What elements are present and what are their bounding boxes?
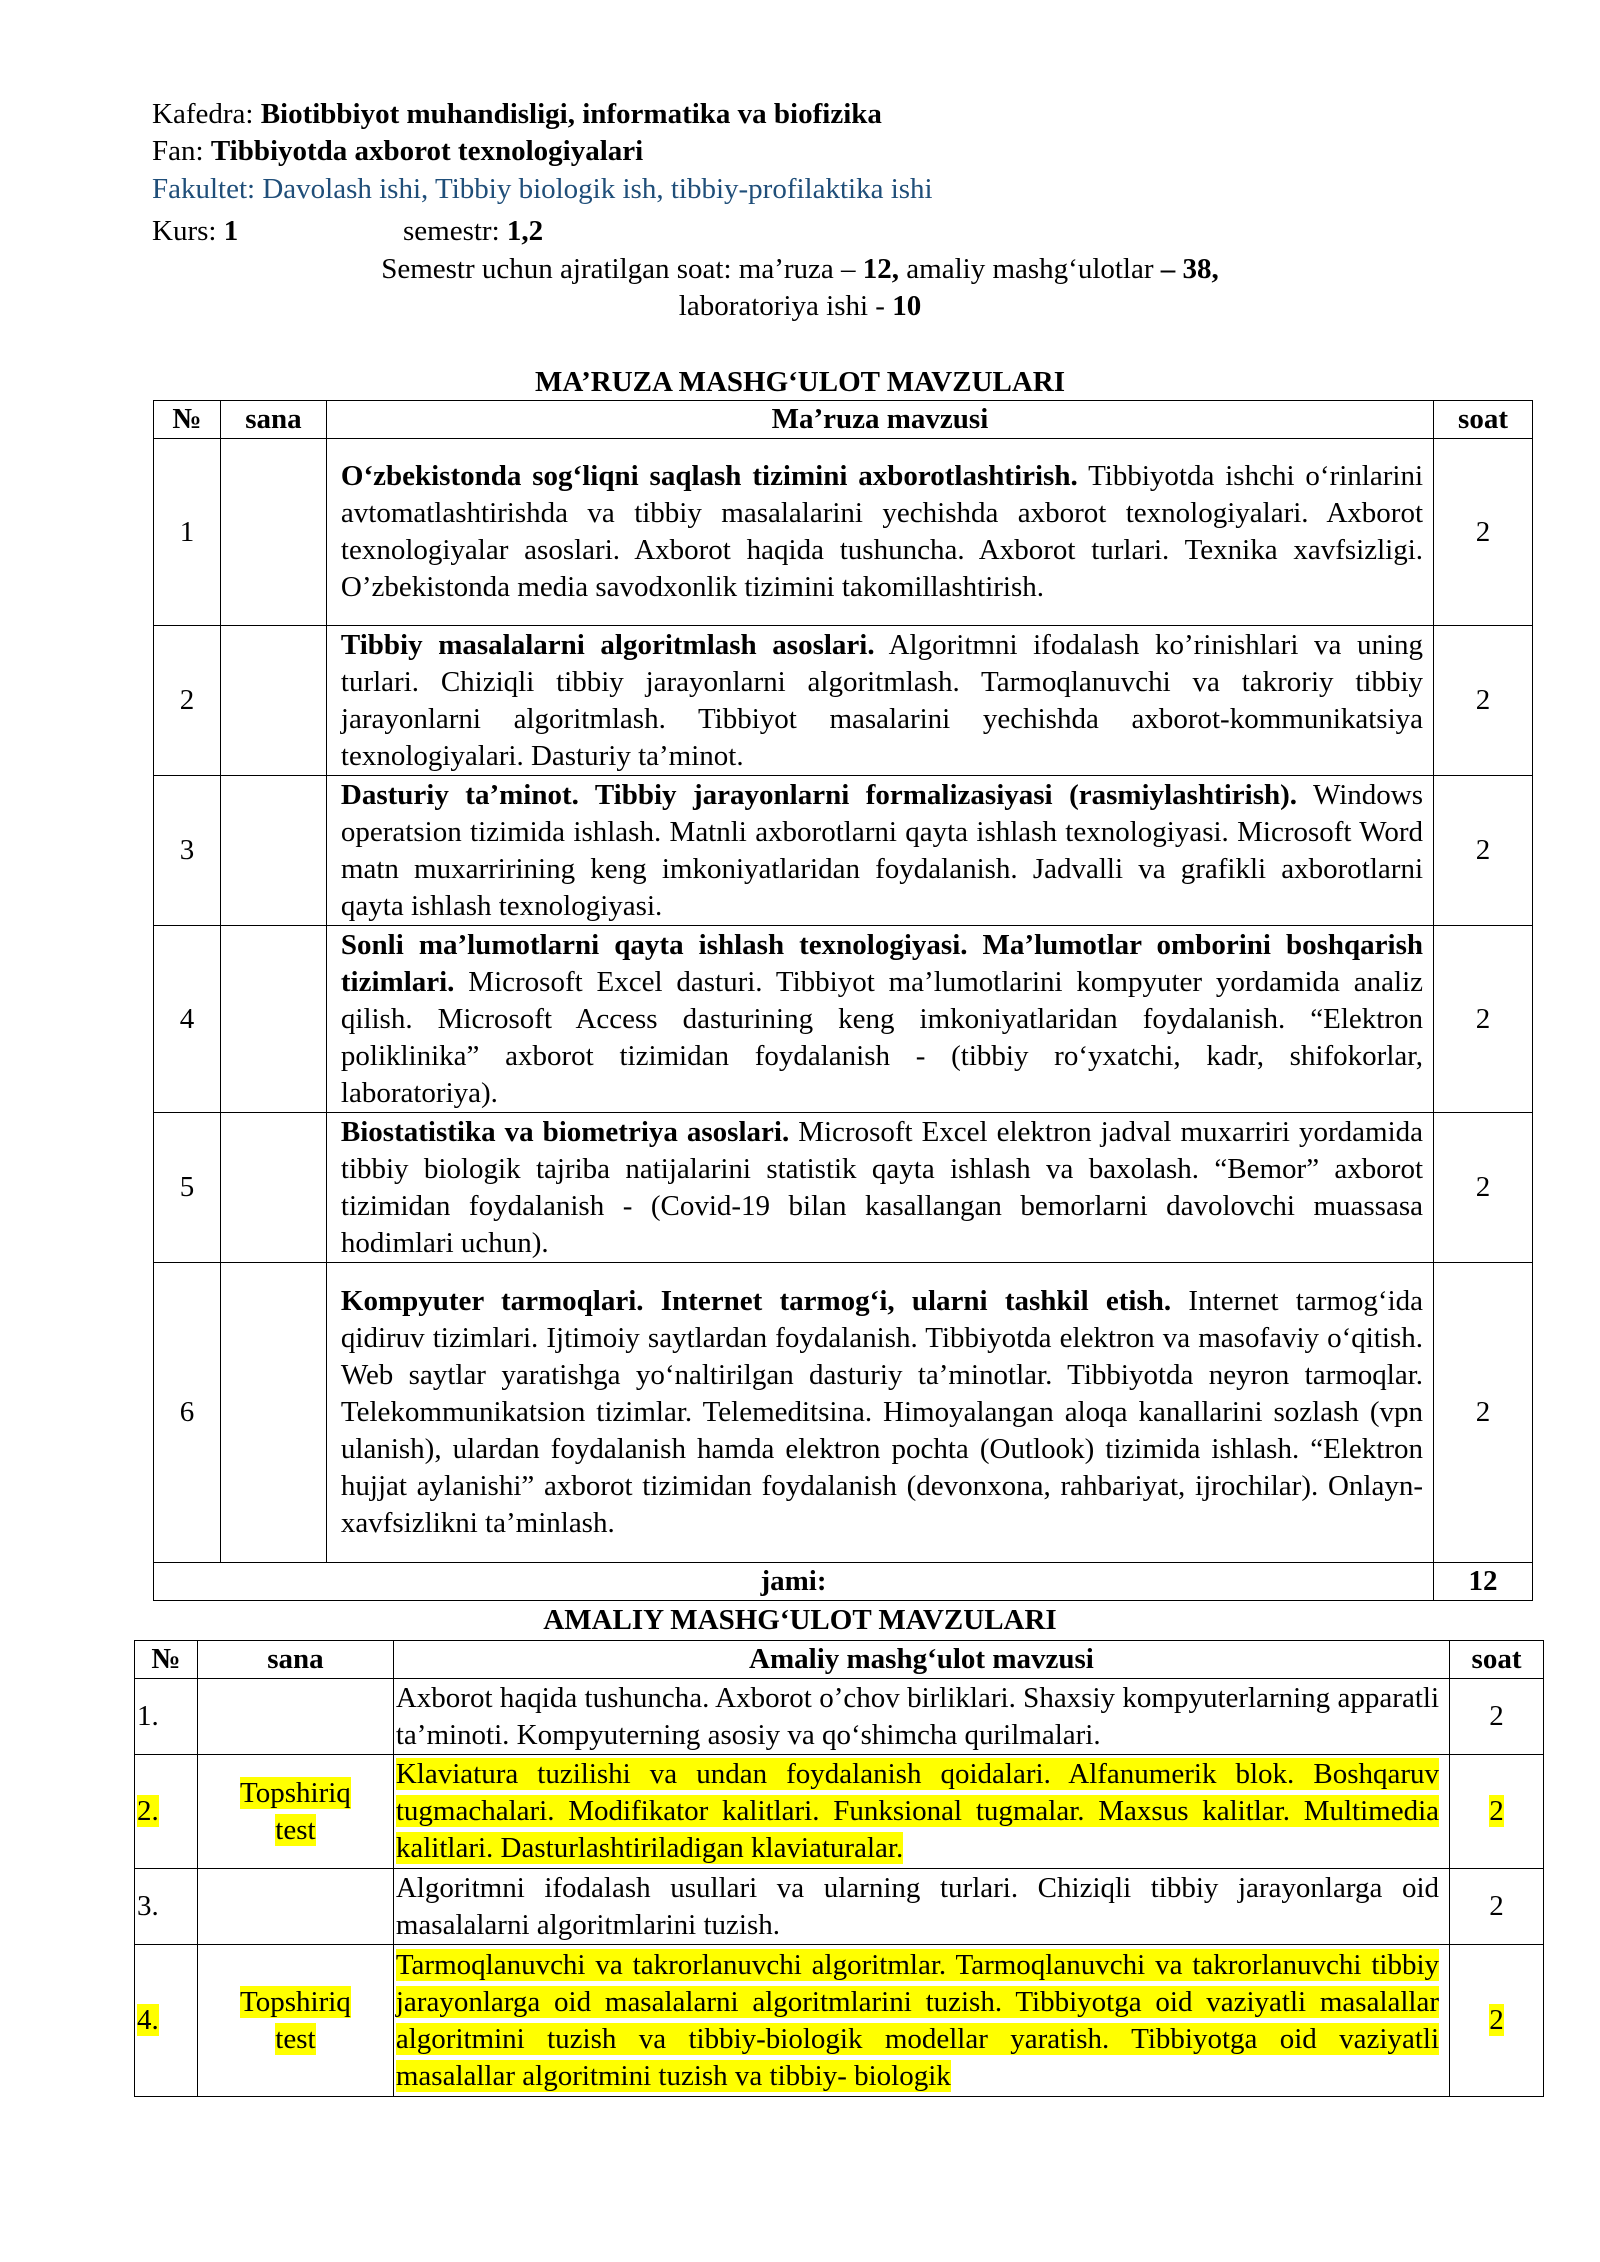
row-date: [197, 1755, 393, 1869]
row-hours: 2: [1450, 1869, 1544, 1945]
row-hours: 2: [1434, 926, 1533, 1113]
row-topic: [326, 1263, 1433, 1563]
row-number: 5: [154, 1113, 221, 1263]
topic-text: Microsoft Excel elektron jadval muxarriri yordamida tibbiy biologik tajriba natijalarini statistik qayta ishlash va baxolash. “Bemor” axborot tizimidan foydalanish - (Covid-19 bilan kasallangan bemorlarni davolovchi muassasa hodimlari uchun).: [340, 1115, 1424, 1259]
date-task-label: Topshiriq: [240, 1985, 351, 2018]
table-row: [135, 1869, 1544, 1945]
col-date-header: sana: [220, 401, 326, 439]
row-number: 2: [154, 626, 221, 776]
fan-label: Fan:: [152, 135, 211, 167]
practicals-title: AMALIY MASHG‘ULOT MAVZULARI: [543, 1604, 1057, 1636]
row-date: [197, 1679, 393, 1755]
row-hours: 2: [1434, 1113, 1533, 1263]
topic-title: Biostatistika va biometriya asoslari.: [340, 1115, 790, 1148]
hours-text-c: amaliy mashg‘ulotlar: [899, 253, 1161, 285]
row-hours: 2: [1434, 626, 1533, 776]
topic-text: Windows operatsion tizimida ishlash. Matnli axborotlarni qayta ishlash texnologiyasi. Microsoft Word matn muxarririning keng imkoniyatlaridan foydalanish. Jadvalli va grafikli axborotlarni qayta ishlash texnologiyasi.: [340, 778, 1424, 922]
hours-text: 2: [1489, 2004, 1504, 2036]
kafedra-line: [152, 96, 882, 133]
lectures-table: [153, 400, 1533, 1601]
table-row: [154, 1263, 1533, 1563]
total-label: jami:: [154, 1563, 1434, 1601]
kurs-line: [152, 213, 238, 250]
semestr-line: [403, 213, 543, 250]
row-date: [220, 626, 326, 776]
lectures-total-row: [154, 1563, 1533, 1601]
row-hours: 2: [1434, 439, 1533, 626]
topic-text: Microsoft Excel dasturi. Tibbiyot ma’lumotlarini kompyuter yordamida analiz qilish. Microsoft Access dasturining keng imkoniyatlaridan foydalanish. “Elektron poliklinika” axborot tizimidan foydalanish - (tibbiy ro‘yxatchi, kadr, shifokorlar, laboratoriya).: [340, 965, 1424, 1109]
row-number: 1.: [135, 1679, 198, 1755]
hours-practical-value: – 38,: [1160, 253, 1219, 285]
kafedra-label: Kafedra:: [152, 98, 261, 130]
table-row: [135, 1755, 1544, 1869]
row-hours: [1450, 1945, 1544, 2097]
row-number: 6: [154, 1263, 221, 1563]
col-hours-header: soat: [1434, 401, 1533, 439]
row-number-text: 2.: [137, 1795, 159, 1827]
semestr-value: 1,2: [506, 215, 544, 247]
topic-title: Sonli ma’lumotlarni qayta ishlash texnologiyasi. Ma’lumotlar omborini boshqarish tizimlari.: [340, 928, 1424, 998]
hours-lab-value: 10: [892, 290, 922, 322]
lectures-header-row: [154, 401, 1533, 439]
table-row: [154, 926, 1533, 1113]
hours-line-1: [0, 251, 1600, 288]
practicals-table: [134, 1640, 1544, 2097]
table-row: [135, 1945, 1544, 2097]
topic-text: Tarmoqlanuvchi va takrorlanuvchi algoritmlar. Tarmoqlanuvchi va takrorlanuvchi tibbiy jarayonlarga oid masalalarni algoritmlarini tuzish. Tibbiyotga oid vaziyatli masalallar algoritmini tuzish va tibbiy-biologik modellar yaratish. Tibbiyotga oid vaziyatli masalallar algoritmini tuzish va tibbiy- biologik: [395, 1948, 1440, 2092]
hours-line-2: [0, 288, 1600, 325]
practicals-header-row: [135, 1641, 1544, 1679]
row-date: [220, 776, 326, 926]
topic-text: Algoritmni ifodalash ko’rinishlari va uning turlari. Chiziqli tibbiy jarayonlarni algoritmlash. Tarmoqlanuvchi va takroriy tibbiy jarayonlarni algoritmlash. Tibbiyot masalarini yechishda axborot-kommunikatsiya texnologiyalari. Dasturiy ta’minot.: [340, 628, 1424, 772]
table-row: [154, 626, 1533, 776]
date-test-label: test: [275, 1813, 316, 1846]
col-hours-header: soat: [1450, 1641, 1544, 1679]
date-task-label: Topshiriq: [240, 1776, 351, 1809]
row-topic: [326, 776, 1433, 926]
hours-lab-label: laboratoriya ishi -: [678, 290, 893, 322]
kurs-value: 1: [223, 215, 239, 247]
table-row: [154, 439, 1533, 626]
topic-title: Kompyuter tarmoqlari. Internet tarmog‘i, ularni tashkil etish.: [340, 1285, 1172, 1317]
row-number: 4: [154, 926, 221, 1113]
hours-text: 2: [1489, 1795, 1504, 1827]
row-hours: 2: [1434, 1263, 1533, 1563]
topic-title: O‘zbekistonda sog‘liqni saqlash tizimini axborotlashtirish.: [340, 460, 1078, 492]
col-num-header: №: [154, 401, 221, 439]
row-number: 3.: [135, 1869, 198, 1945]
row-topic: [393, 1945, 1449, 2097]
col-num-header: №: [135, 1641, 198, 1679]
row-date: [197, 1869, 393, 1945]
col-topic-header: Amaliy mashg‘ulot mavzusi: [393, 1641, 1449, 1679]
col-topic-header: Ma’ruza mavzusi: [326, 401, 1433, 439]
row-topic: [326, 1113, 1433, 1263]
table-row: [135, 1679, 1544, 1755]
fan-value: Tibbiyotda axborot texnologiyalari: [210, 135, 644, 167]
topic-text: Tibbiyotda ishchi o‘rinlarini avtomatlashtirishda va tibbiy masalalarini yechishda axborot texnologiyalari. Axborot texnologiyalar asoslari. Axborot haqida tushuncha. Axborot turlari. Texnika xavfsizligi. O’zbekistonda media savodxonlik tizimini takomillashtirish.: [340, 460, 1424, 603]
row-date: [220, 1263, 326, 1563]
row-topic: Algoritmni ifodalash usullari va ularning turlari. Chiziqli tibbiy jarayonlarga oid masalalarni algoritmlarini tuzish.: [393, 1869, 1449, 1945]
semestr-label: semestr:: [403, 215, 507, 247]
topic-title: Dasturiy ta’minot. Tibbiy jarayonlarni formalizasiyasi (rasmiylashtirish).: [340, 778, 1298, 811]
row-number: [135, 1945, 198, 2097]
date-test-label: test: [275, 2022, 316, 2055]
row-topic: [326, 926, 1433, 1113]
kurs-label: Kurs:: [152, 215, 224, 247]
hours-lecture-value: 12,: [862, 253, 900, 285]
row-hours: 2: [1450, 1679, 1544, 1755]
topic-title: Tibbiy masalalarni algoritmlash asoslari.: [340, 628, 875, 661]
row-number: [135, 1755, 198, 1869]
topic-text: Internet tarmog‘ida qidiruv tizimlari. Ijtimoiy saytlardan foydalanish. Tibbiyotda elektron va masofaviy o‘qitish. Web saytlar yaratishga yo‘naltirilgan dasturiy ta’minotlar. Tibbiyotda neyron tarmoqlar. Telekommunikatsion tizimlar. Telemeditsina. Himoyalangan aloqa kanallarini sozlash (vpn ulanish), ulardan foydalanish hamda elektron pochta (Outlook) tizimida ishlash. “Elektron hujjat aylanishi” axborot tizimidan foydalanish (devonxona, rahbariyat, ijrochilar). Onlayn-xavfsizlikni ta’minlash.: [340, 1285, 1424, 1539]
col-date-header: sana: [197, 1641, 393, 1679]
row-number: 1: [154, 439, 221, 626]
lectures-title: MA’RUZA MASHG‘ULOT MAVZULARI: [534, 366, 1066, 398]
fakultet-line: Fakultet: Davolash ishi, Tibbiy biologik ish, tibbiy-profilaktika ishi: [152, 173, 933, 205]
fan-line: [152, 133, 643, 170]
table-row: [154, 1113, 1533, 1263]
row-topic: [393, 1755, 1449, 1869]
row-number: 3: [154, 776, 221, 926]
row-topic: [326, 626, 1433, 776]
row-date: [220, 439, 326, 626]
row-date: [220, 926, 326, 1113]
topic-text: Klaviatura tuzilishi va undan foydalanish qoidalari. Alfanumerik blok. Boshqaruv tugmachalari. Modifikator kalitlari. Funksional tugmalar. Maxsus kalitlar. Multimedia kalitlari. Dasturlashtiriladigan klaviaturalar.: [395, 1758, 1440, 1864]
kafedra-value: Biotibbiyot muhandisligi, informatika va biofizika: [260, 98, 882, 130]
row-hours: 2: [1434, 776, 1533, 926]
row-topic: [326, 439, 1433, 626]
row-date: [197, 1945, 393, 2097]
row-hours: [1450, 1755, 1544, 1869]
row-date: [220, 1113, 326, 1263]
hours-text-a: Semestr uchun ajratilgan soat: ma’ruza –: [381, 253, 863, 285]
table-row: [154, 776, 1533, 926]
row-number-text: 4.: [137, 2004, 159, 2036]
row-topic: Axborot haqida tushuncha. Axborot o’chov birliklari. Shaxsiy kompyuterlarning apparatli ta’minoti. Kompyuterning asosiy va qo‘shimcha qurilmalari.: [393, 1679, 1449, 1755]
total-value: 12: [1434, 1563, 1533, 1601]
